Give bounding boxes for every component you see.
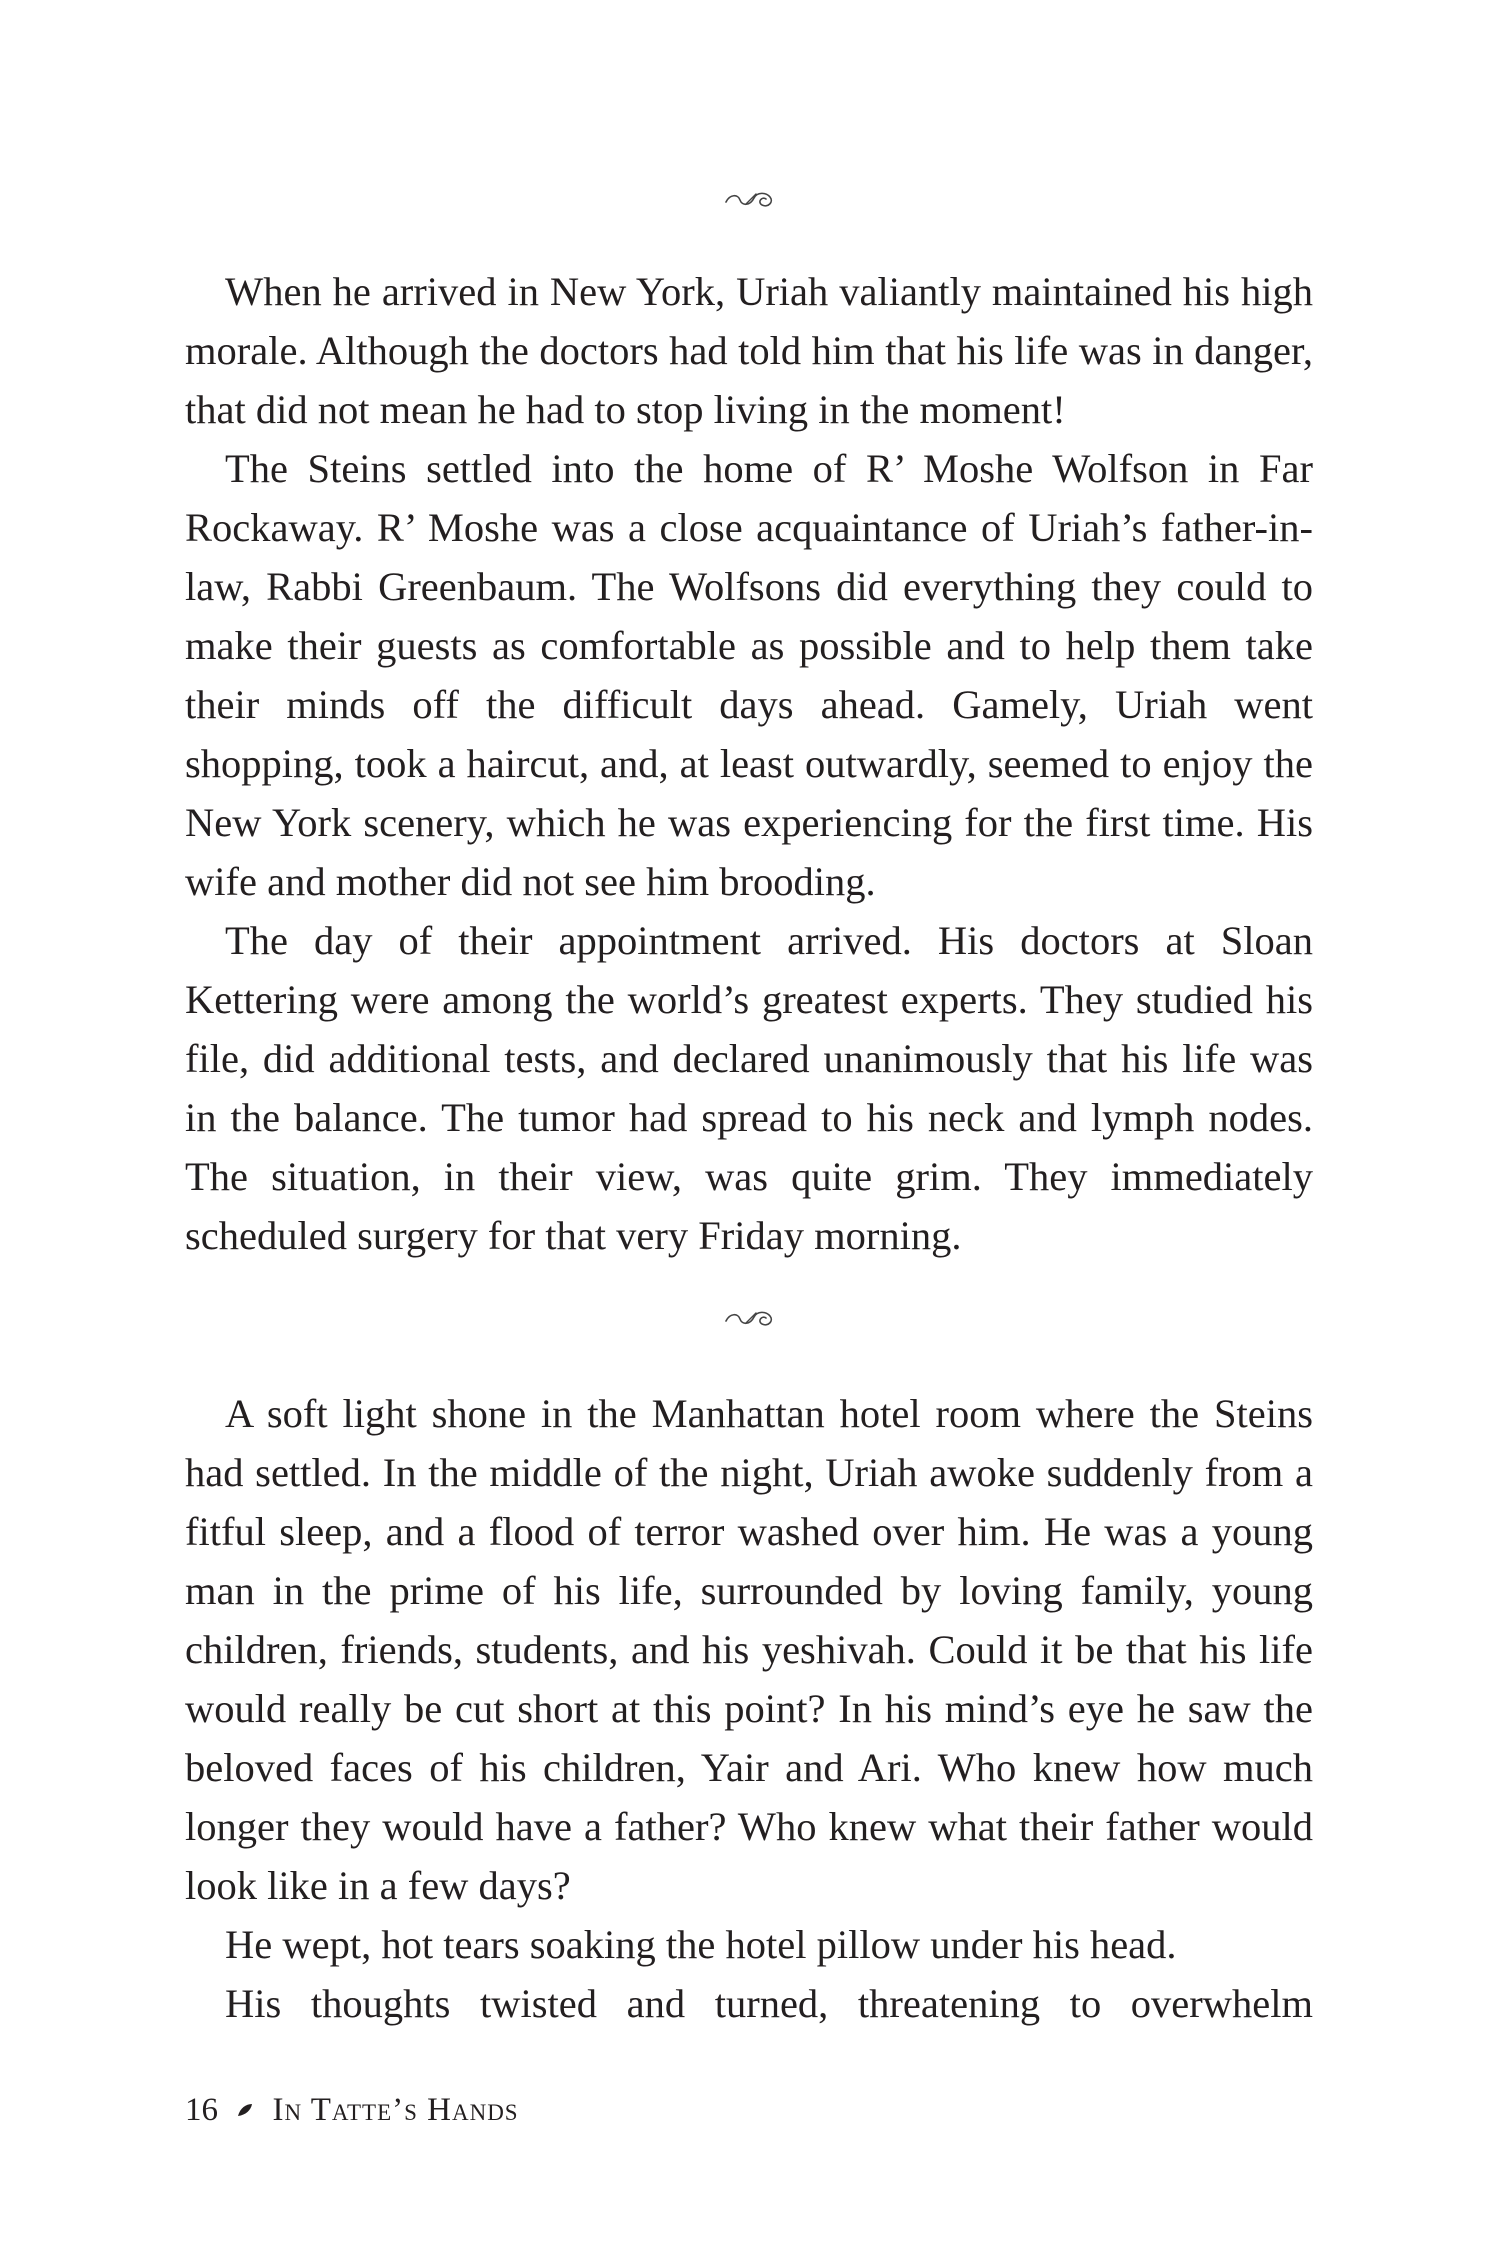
paragraph: When he arrived in New York, Uriah valiantly maintained his high morale. Although the doctors had told him that his life was in danger, that did not mean he had to stop living in the moment! — [185, 269, 1313, 432]
page-footer — [185, 2090, 519, 2130]
text-section-1 — [185, 262, 1313, 1265]
paragraph: A soft light shone in the Manhattan hotel room where the Steins had settled. In the middle of the night, Uriah awoke suddenly from a fitful sleep, and a flood of terror washed over him. He was a young man in the prime of his life, surrounded by loving family, young children, friends, students, and his yeshivah. Could it be that his life would really be cut short at this point? In his mind’s eye he saw the beloved faces of his children, Yair and Ari. Who knew how much longer they would have a father? Who knew what their father would look like in a few days? — [185, 1391, 1313, 1908]
paragraph: The Steins settled into the home of R’ Moshe Wolfson in Far Rockaway. R’ Moshe was a close acquaintance of Uriah’s father-in-law, Rabbi Greenbaum. The Wolfsons did everything they could to make their guests as comfortable as possible and to help them take their minds off the difficult days ahead. Gamely, Uriah went shopping, took a haircut, and, at least outwardly, seemed to enjoy the New York scenery, which he was experiencing for the first time. His wife and mother did not see him brooding. — [185, 446, 1313, 904]
page-number: 16 — [185, 2092, 218, 2128]
paragraph: The day of their appointment arrived. His doctors at Sloan Kettering were among the world’s greatest experts. They studied his file, did additional tests, and declared unanimously that his life was in the balance. The tumor had spread to his neck and lymph nodes. The situation, in their view, was quite grim. They immediately scheduled surgery for that very Friday morning. — [185, 918, 1313, 1258]
section-break-ornament — [0, 188, 1500, 218]
paragraph: His thoughts twisted and turned, threatening to overwhelm — [225, 1981, 1313, 2026]
flourish-ornament-icon — [722, 1307, 778, 1331]
leaf-ornament-icon — [236, 2102, 254, 2118]
section-break-ornament — [0, 1307, 1500, 1337]
flourish-ornament-icon — [722, 188, 778, 212]
text-section-2 — [185, 1384, 1313, 2033]
paragraph: He wept, hot tears soaking the hotel pillow under his head. — [225, 1922, 1177, 1967]
book-title: In Tatte’s Hands — [272, 2092, 519, 2128]
